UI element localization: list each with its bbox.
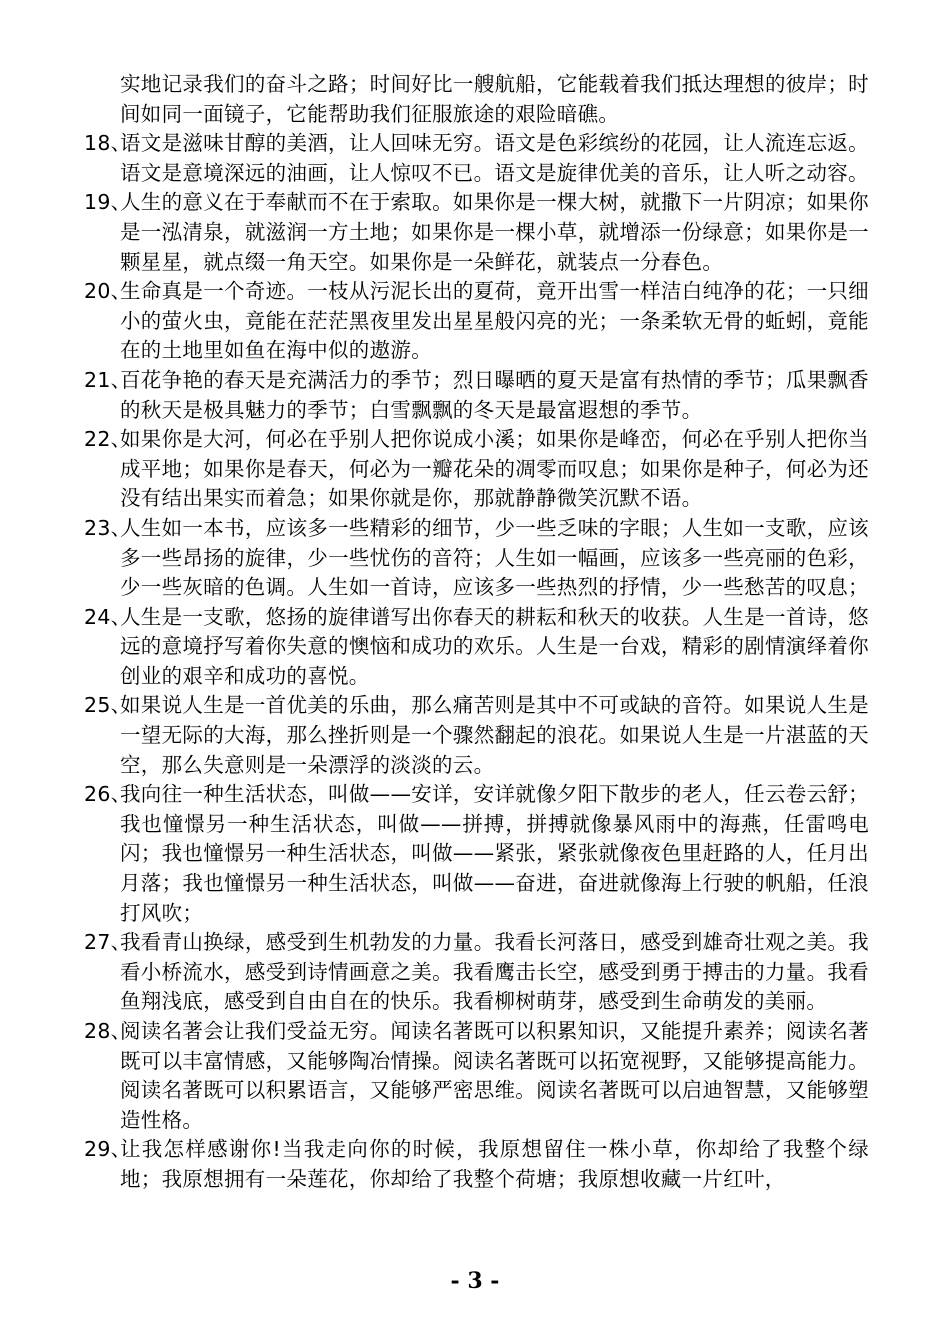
item-text: 如果说人生是一首优美的乐曲，那么痛苦则是其中不可或缺的音符。如果说人生是一望无际的大海，那么挫折则是一个骤然翻起的浪花。如果说人生是一片湛蓝的天空，那么失意则是一朵漂浮的淡淡的云。 [120, 693, 869, 777]
list-item [84, 1135, 869, 1194]
list-item [84, 129, 869, 188]
item-text: 人生如一本书，应该多一些精彩的细节，少一些乏味的字眼；人生如一支歌，应该多一些昂扬的旋律，少一些忧伤的音符；人生如一幅画，应该多一些亮丽的色彩，少一些灰暗的色调。人生如一首诗，应该多一些热烈的抒情，少一些愁苦的叹息； [120, 515, 869, 600]
item-text: 人生是一支歌，悠扬的旋律谱写出你春天的耕耘和秋天的收获。人生是一首诗，悠远的意境抒写着你失意的懊恼和成功的欢乐。人生是一台戏，精彩的剧情演绎着你创业的艰辛和成功的喜悦。 [120, 604, 869, 688]
item-text: 让我怎样感谢你!当我走向你的时候，我原想留住一株小草，你却给了我整个绿地；我原想拥有一朵莲花，你却给了我整个荷塘；我原想收藏一片红叶， [120, 1137, 869, 1191]
item-number: 20、 [84, 279, 132, 304]
list-item [84, 366, 869, 425]
item-number: 22、 [84, 427, 132, 452]
item-text: 生命真是一个奇迹。一枝从污泥长出的夏荷，竟开出雪一样洁白纯净的花；一只细小的萤火虫，竟能在茫茫黑夜里发出星星般闪亮的光；一条柔软无骨的蚯蚓，竟能在的土地里如鱼在海中似的遨游。 [120, 279, 869, 363]
item-number: 19、 [84, 190, 132, 215]
list-item [84, 603, 869, 692]
item-text: 阅读名著会让我们受益无穷。闻读名著既可以积累知识，又能提升素养；阅读名著既可以丰富情感，又能够陶冶情操。阅读名著既可以拓宽视野，又能够提高能力。阅读名著既可以积累语言，又能够严密思维。阅读名著既可以启迪智慧，又能够塑造性格。 [120, 1019, 869, 1132]
list-item [84, 277, 869, 366]
item-text: 人生的意义在于奉献而不在于索取。如果你是一棵大树，就撒下一片阴凉；如果你是一泓清泉，就滋润一方土地；如果你是一棵小草，就增添一份绿意；如果你是一颗星星，就点缀一角天空。如果你是一朵鲜花，就装点一分春色。 [120, 190, 869, 274]
list-item [84, 425, 869, 514]
item-number: 18、 [84, 131, 132, 156]
item-number: 25、 [84, 693, 132, 718]
list-item [84, 514, 869, 603]
item-text: 我向往一种生活状态，叫做——安详，安详就像夕阳下散步的老人，任云卷云舒；我也憧憬另一种生活状态，叫做——拼搏，拼搏就像暴风雨中的海燕，任雷鸣电闪；我也憧憬另一种生活状态，叫做——紧张，紧张就像夜色里赶路的人，任月出月落；我也憧憬另一种生活状态，叫做——奋进，奋进就像海上行驶的帆船，任浪打风吹； [120, 782, 869, 925]
item-number: 29、 [84, 1137, 132, 1162]
list-item [84, 691, 869, 780]
list-item [84, 188, 869, 277]
list-item [84, 1017, 869, 1135]
item-number: 28、 [84, 1019, 132, 1043]
item-number: 23、 [84, 515, 132, 540]
continuation-text: 实地记录我们的奋斗之路；时间好比一艘航船，它能载着我们抵达理想的彼岸；时间如同一面镜子，它能帮助我们征服旅途的艰险暗礁。 [120, 72, 869, 126]
item-number: 21、 [84, 367, 132, 392]
document-body [84, 70, 869, 1195]
continuation-paragraph [84, 70, 869, 129]
page-number: - 3 - [450, 1268, 500, 1294]
item-number: 26、 [84, 782, 132, 807]
list-item [84, 780, 869, 928]
numbered-list [84, 129, 869, 1194]
item-text: 我看青山换绿，感受到生机勃发的力量。我看长河落日，感受到雄奇壮观之美。我看小桥流水，感受到诗情画意之美。我看鹰击长空，感受到勇于搏击的力量。我看鱼翔浅底，感受到自由自在的快乐。我看柳树萌芽，感受到生命萌发的美丽。 [120, 930, 869, 1014]
item-number: 27、 [84, 930, 132, 955]
item-text: 如果你是大河，何必在乎别人把你说成小溪；如果你是峰峦，何必在乎别人把你当成平地；如果你是春天，何必为一瓣花朵的凋零而叹息；如果你是种子，何必为还没有结出果实而着急；如果你就是你，那就静静微笑沉默不语。 [120, 427, 869, 511]
item-text: 语文是滋味甘醇的美酒，让人回味无穷。语文是色彩缤纷的花园，让人流连忘返。语文是意境深远的油画，让人惊叹不已。语文是旋律优美的音乐，让人听之动容。 [120, 131, 869, 185]
item-text: 百花争艳的春天是充满活力的季节；烈日曝晒的夏天是富有热情的季节；瓜果飘香的秋天是极具魅力的季节；白雪飘飘的冬天是最富遐想的季节。 [120, 367, 869, 422]
item-number: 24、 [84, 604, 132, 629]
list-item [84, 928, 869, 1017]
